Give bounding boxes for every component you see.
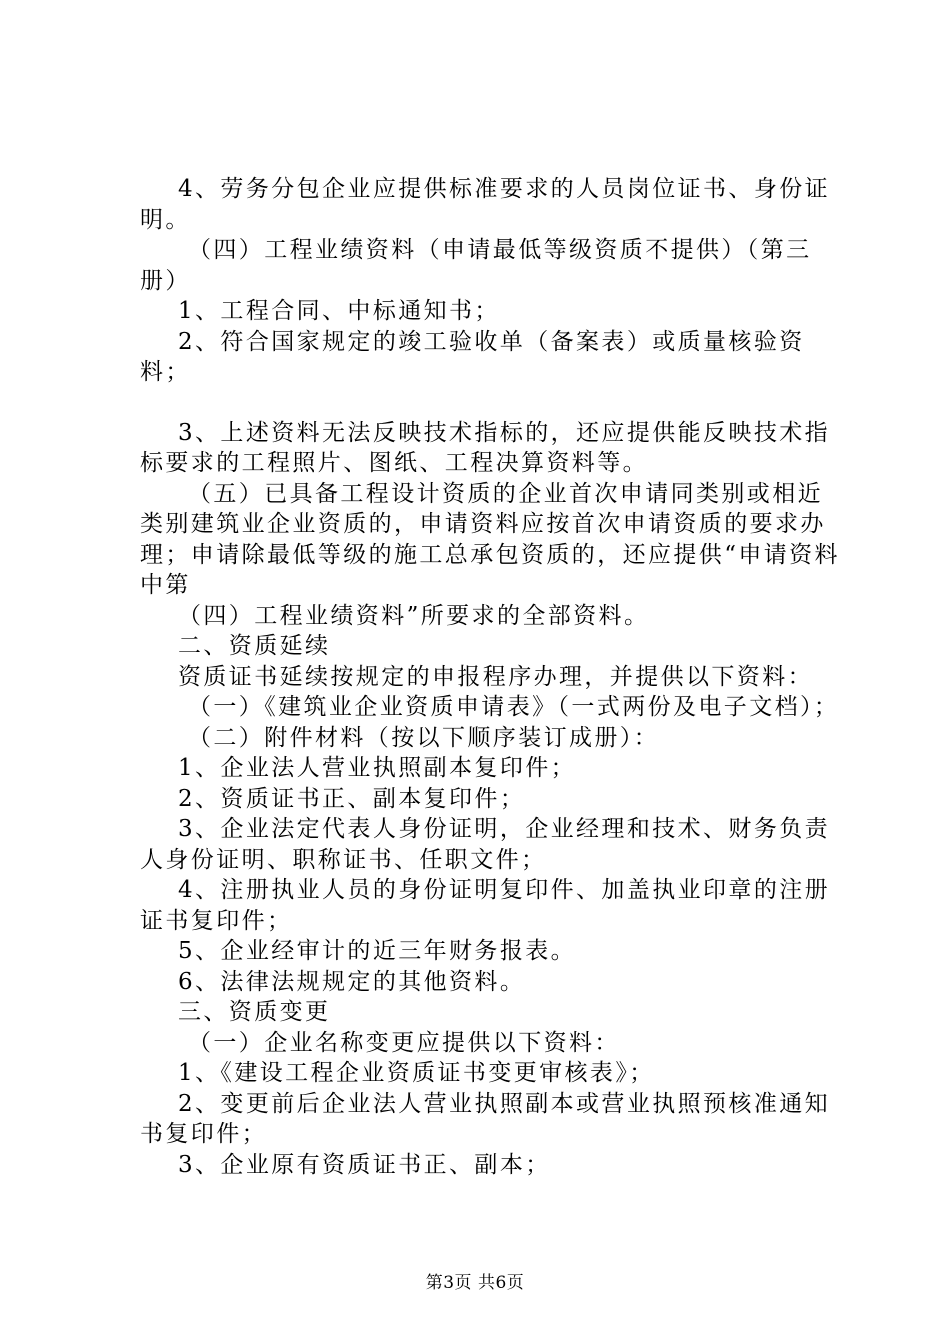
paragraph-item-registered-personnel: 4、注册执业人员的身份证明复印件、加盖执业印章的注册证书复印件；: [140, 877, 831, 934]
paragraph-renewal-application-form: （一）《建筑业企业资质申请表》（一式两份及电子文档）；: [188, 694, 840, 720]
page-number-footer: 第3页 共6页: [425, 1273, 525, 1293]
paragraph-item-other-materials: 6、法律法规规定的其他资料。: [178, 968, 526, 995]
paragraph-renewal-intro: 资质证书延续按规定的申报程序办理，并提供以下资料：: [178, 663, 813, 690]
section-heading-renewal: 二、资质延续: [178, 633, 331, 659]
paragraph-spacer: [140, 388, 840, 418]
paragraph-item-financial-reports: 5、企业经审计的近三年财务报表。: [178, 938, 577, 964]
paragraph-item-technical-indicators: 3、上述资料无法反映技术指标的，还应提供能反映技术指标要求的工程照片、图纸、工程决算资料等。: [140, 419, 831, 476]
section-heading-5-design-qualification: （五）已具备工程设计资质的企业首次申请同类别或相近类别建筑业企业资质的，申请资料应按首次申请资质的要求办理；申请除最低等级的施工总承包资质的，还应提供“申请资料中第: [140, 480, 840, 598]
paragraph-item-business-license: 1、企业法人营业执照副本复印件；: [178, 755, 577, 781]
paragraph-item-4-labor-certificates: 4、劳务分包企业应提供标准要求的人员岗位证书、身份证明。: [140, 176, 831, 233]
section-heading-4-performance: （四）工程业绩资料（申请最低等级资质不提供）（第三册）: [140, 237, 812, 294]
paragraph-item-acceptance: 2、符合国家规定的竣工验收单（备案表）或质量核验资料；: [140, 328, 805, 385]
paragraph-name-change-intro: （一）企业名称变更应提供以下资料：: [188, 1029, 620, 1056]
paragraph-item-change-review-form: 1、《建设工程企业资质证书变更审核表》；: [178, 1060, 655, 1086]
section-heading-change: 三、资质变更: [178, 999, 331, 1025]
paragraph-item-certificate-copies: 2、资质证书正、副本复印件；: [178, 785, 526, 812]
paragraph-renewal-attachments: （二）附件材料（按以下顺序装订成册）：: [188, 724, 660, 751]
document-body: [140, 174, 840, 1180]
paragraph-item-legal-representative: 3、企业法定代表人身份证明，企业经理和技术、财务负责人身份证明、职称证书、任职文件；: [140, 816, 831, 873]
paragraph-item-contracts: 1、工程合同、中标通知书；: [178, 298, 500, 324]
paragraph-continuation: （四）工程业绩资料”所要求的全部资料。: [178, 602, 650, 629]
paragraph-item-original-certificates: 3、企业原有资质证书正、副本；: [178, 1151, 551, 1178]
paragraph-item-license-before-after: 2、变更前后企业法人营业执照副本或营业执照预核准通知书复印件；: [140, 1090, 831, 1147]
